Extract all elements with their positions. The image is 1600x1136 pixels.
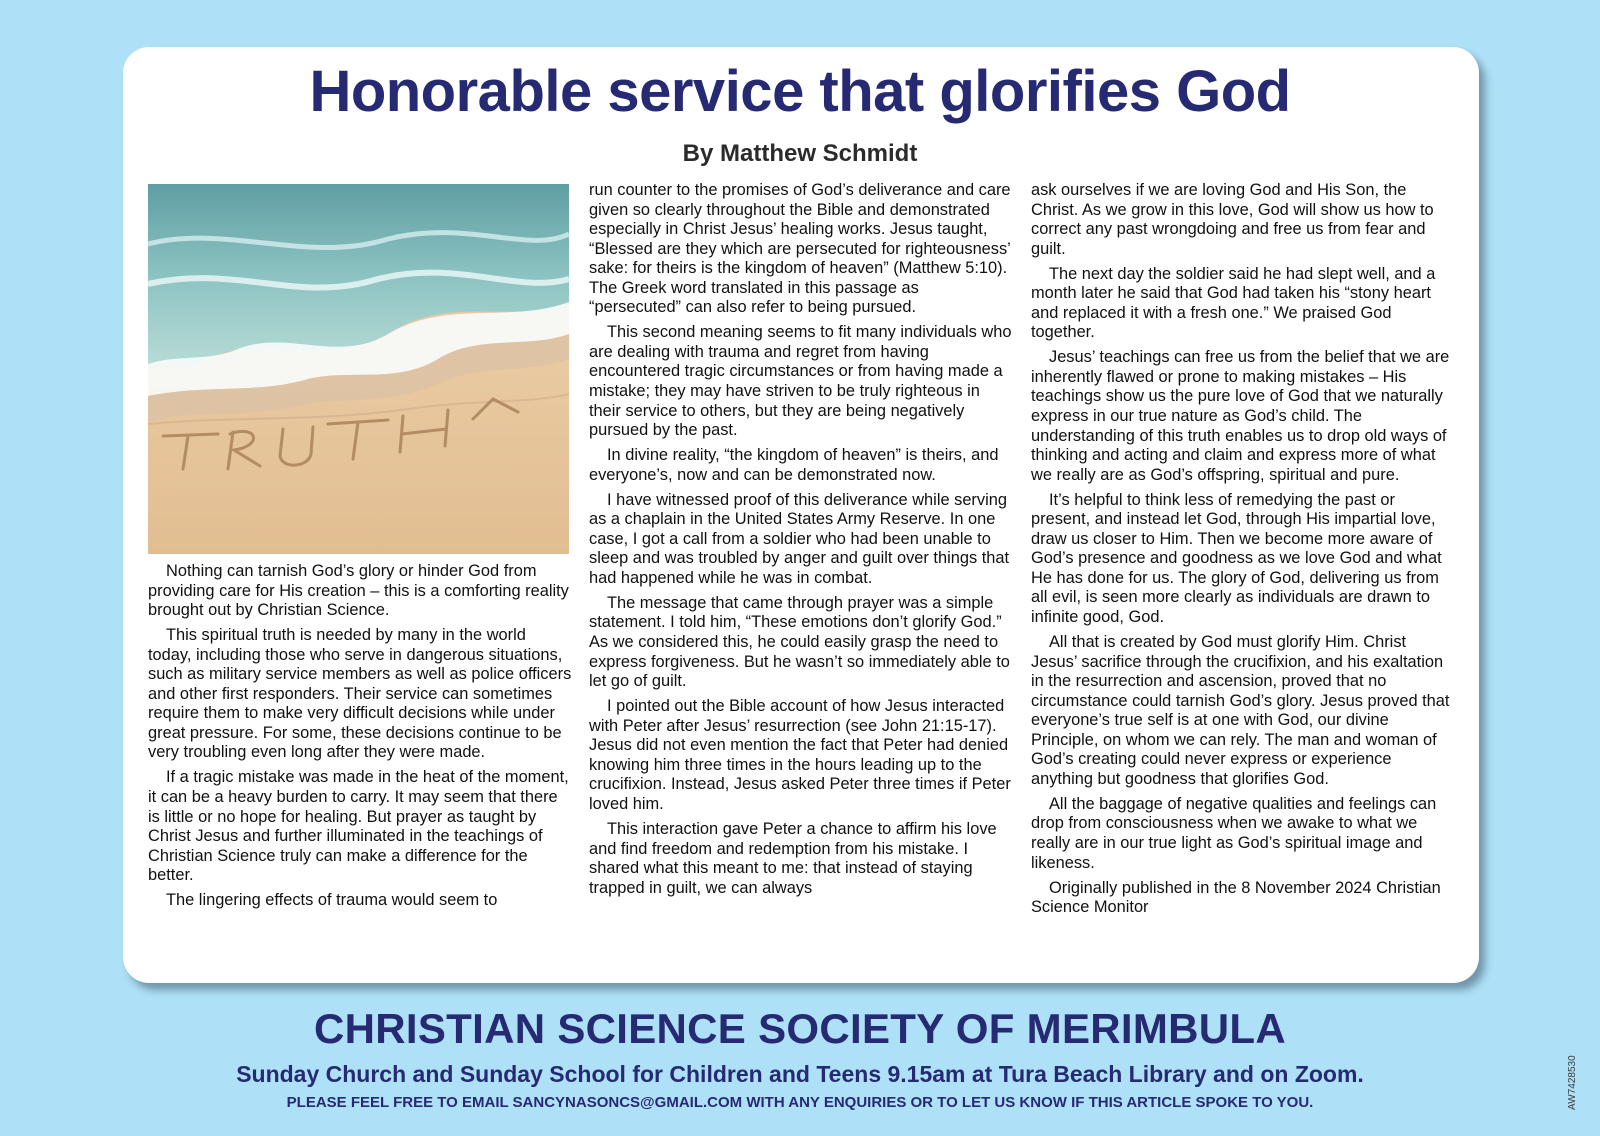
article-byline: By Matthew Schmidt <box>682 140 918 167</box>
paragraph: The message that came through prayer was a simple statement. I told him, “These emotions don’t glorify God.” As we considered this, he could easily grasp the need to express forgiveness. But he wasn’t so immediately able to let go of guilt. <box>589 593 1010 691</box>
paragraph: This second meaning seems to fit many individuals who are dealing with trauma and regret from having encountered tragic circumstances or from having made a mistake; they may have striven to be truly righteous in their service to others, but they are being negatively pursued by the past. <box>589 323 1012 440</box>
article-column-3 <box>1031 181 1456 923</box>
article-title: Honorable service that glorifies God <box>309 59 1291 124</box>
service-times: Sunday Church and Sunday School for Children and Teens 9.15am at Tura Beach Library and on Zoom. <box>236 1061 1364 1087</box>
ad-code: AW7428530 <box>1567 1055 1578 1110</box>
article-column-2 <box>589 181 1014 904</box>
publication-note: Originally published in the 8 November 2024 Christian Science Monitor <box>1031 878 1441 917</box>
society-name: CHRISTIAN SCIENCE SOCIETY OF MERIMBULA <box>313 1005 1286 1052</box>
paragraph: This interaction gave Peter a chance to affirm his love and find freedom and redemption from his mistake. I shared what this meant to me: that instead of staying trapped in guilt, we can always <box>589 819 997 897</box>
paragraph: ask ourselves if we are loving God and His Son, the Christ. As we grow in this love, God will show us how to correct any past wrongdoing and free us from fear and guilt. <box>1031 181 1434 258</box>
paragraph: This spiritual truth is needed by many in the world today, including those who serve in dangerous situations, such as military service members as well as police officers and other first responders. Their service can sometimes require them to make very difficult decisions while under great pressure. For some, these decisions continue to be very troubling even long after they were made. <box>148 626 572 762</box>
paragraph: Jesus’ teachings can free us from the belief that we are inherently flawed or prone to making mistakes – His teachings show us the pure love of God that we naturally express in our true nature as God’s child. The understanding of this truth enables us to drop old ways of thinking and acting and claim and express more of what we really are as God’s offspring, spiritual and pure. <box>1031 348 1450 484</box>
paragraph: If a tragic mistake was made in the heat of the moment, it can be a heavy burden to carry. It may seem that there is little or no hope for healing. But prayer as taught by Christ Jesus and further illuminated in the teachings of Christian Science truly can make a difference for the better. <box>148 768 569 885</box>
contact-line: PLEASE FEEL FREE TO EMAIL SANCYNASONCS@GMAIL.COM WITH ANY ENQUIRIES OR TO LET US KNOW IF THIS ARTICLE SPOKE TO YOU. <box>286 1094 1314 1111</box>
paragraph: I have witnessed proof of this deliverance while serving as a chaplain in the United States Army Reserve. In one case, I got a call from a soldier who had been unable to sleep and was troubled by anger and guilt over things that had happened while he was in combat. <box>589 490 1010 587</box>
paragraph: run counter to the promises of God’s deliverance and care given so clearly throughout the Bible and demonstrated especially in Christ Jesus’ healing works. Jesus taught, “Blessed are they which are persecuted for righteousness’ sake: for theirs is the kingdom of heaven” (Matthew 5:10). The Greek word translated in this passage as “persecuted” can also refer to being pursued. <box>589 181 1011 317</box>
sand-text: TRUTH <box>358 504 362 505</box>
article-column-1 <box>148 562 573 916</box>
paragraph: All that is created by God must glorify Him. Christ Jesus’ sacrifice through the crucifixion, and his exaltation in the resurrection and ascension, proved that no circumstance could tarnish God’s glory. Jesus proved that everyone’s true self is at one with God, our divine Principle, on whom we can rely. The man and woman of God’s creating could never express or experience anything but goodness that glorifies God. <box>1031 633 1450 788</box>
paragraph: All the baggage of negative qualities and feelings can drop from consciousness when we awake to what we really are in our true light as God’s spiritual image and likeness. <box>1031 794 1437 872</box>
beach-photo <box>148 184 569 554</box>
paragraph: It’s helpful to think less of remedying the past or present, and instead let God, through His impartial love, draw us closer to Him. Then we become more aware of God’s presence and goodness as we love God and what He has done for us. The glory of God, delivering us from all evil, is seen more clearly as individuals are drawn to infinite good, God. <box>1031 490 1442 626</box>
paragraph: I pointed out the Bible account of how Jesus interacted with Peter after Jesus’ resurrection (see John 21:15-17). Jesus did not even mention the fact that Peter had denied knowing him three times in the hours leading up to the crucifixion. Instead, Jesus asked Peter three times if Peter loved him. <box>589 697 1011 813</box>
paragraph: The next day the soldier said he had slept well, and a month later he said that God had taken his “stony heart and replaced it with a fresh one.” We praised God together. <box>1031 264 1436 342</box>
paragraph: Nothing can tarnish God’s glory or hinder God from providing care for His creation – this is a comforting reality brought out by Christian Science. <box>148 562 569 620</box>
beach-photo-image <box>148 184 569 554</box>
paragraph: The lingering effects of trauma would seem to <box>166 891 498 910</box>
paragraph: In divine reality, “the kingdom of heaven” is theirs, and everyone’s, now and can be demonstrated now. <box>589 446 999 484</box>
